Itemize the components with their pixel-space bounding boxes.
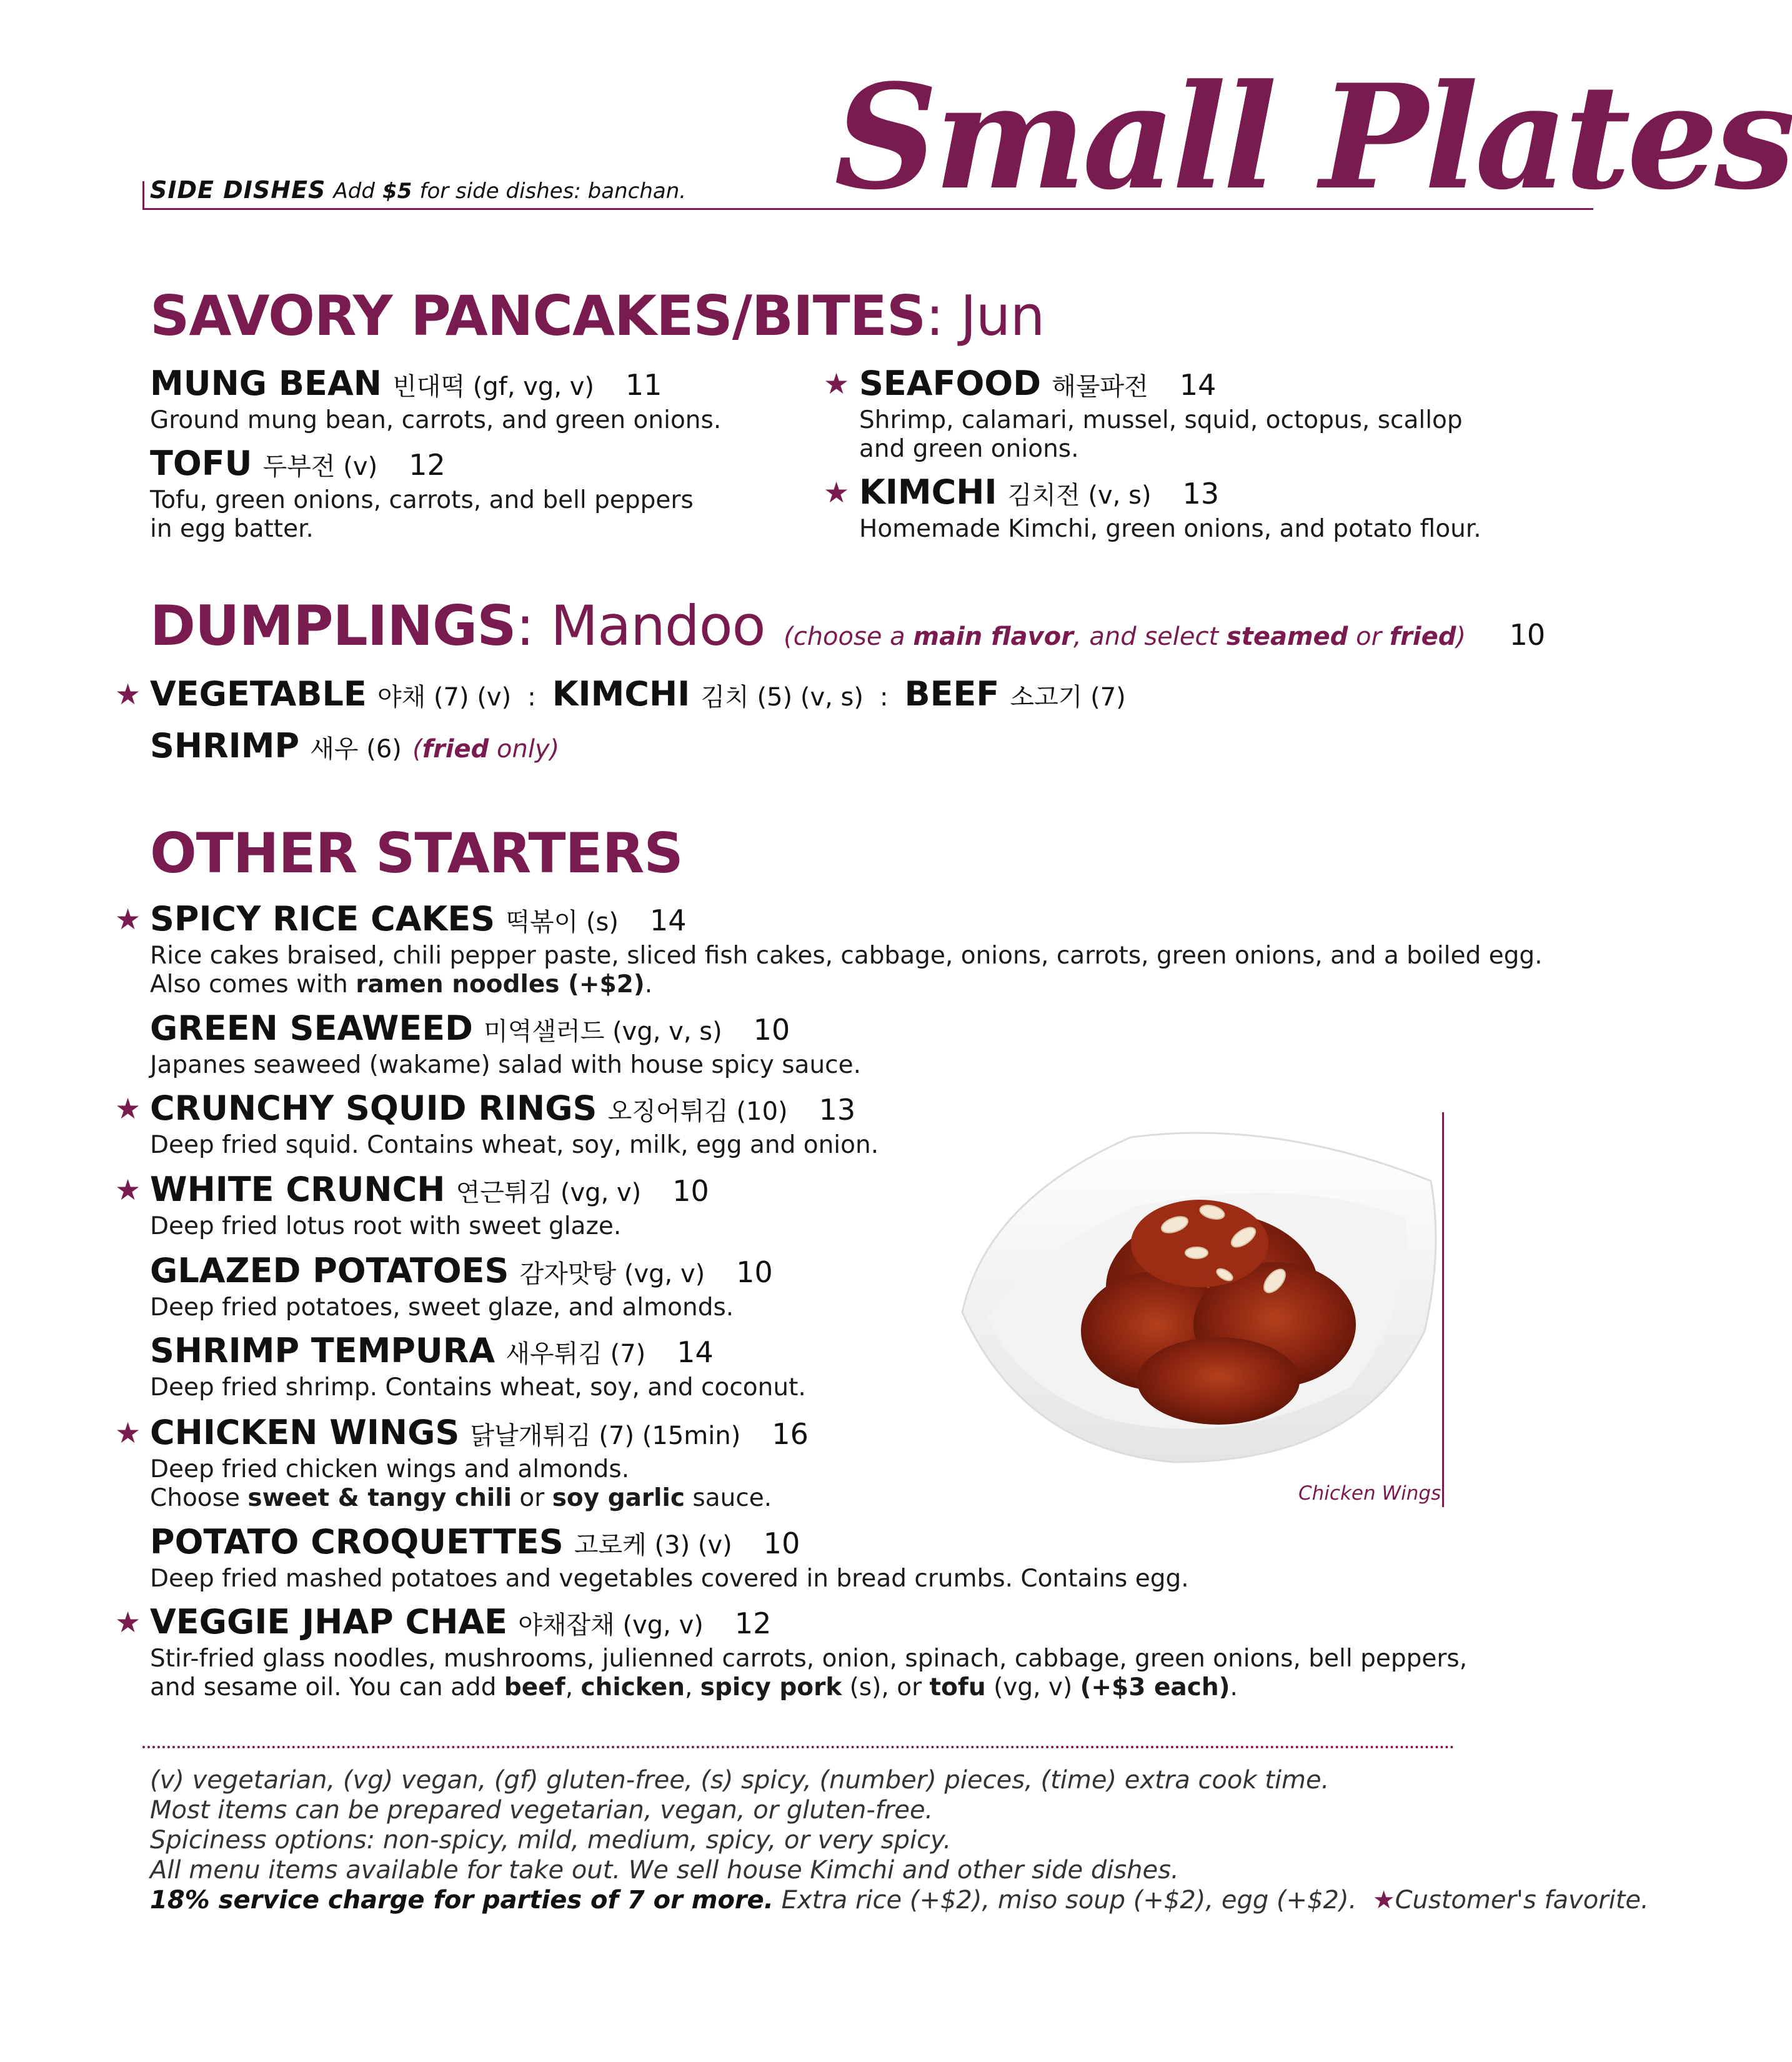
item-description: Deep fried lotus root with sweet glaze. xyxy=(150,1212,622,1240)
item-description: in egg batter. xyxy=(150,515,314,543)
menu-item-spicy-rice-cakes: SPICY RICE CAKES 떡볶이 (s) 14 Rice cakes braised, chili pepper paste, sliced fish cakes, cabbage, onions, carrots, green onions, and a boiled egg. Also comes with ramen noodles (+$2). xyxy=(150,899,1543,999)
item-price: 10 xyxy=(753,1013,790,1047)
legend-line: All menu items available for take out. We sell house Kimchi and other side dishes. xyxy=(150,1856,1179,1885)
menu-item-crunchy-squid-rings: CRUNCHY SQUID RINGS 오징어튀김 (10) 13 Deep fried squid. Contains wheat, soy, milk, egg and onion. xyxy=(150,1088,879,1159)
dumplings-choose-note: (choose a main flavor, and select steamed or fried) xyxy=(784,622,1466,651)
item-description: Japanes seaweed (wakame) salad with house spicy sauce. xyxy=(150,1051,861,1079)
item-description-addons: and sesame oil. You can add beef, chicken, spicy pork (s), or tofu (vg, v) (+$3 each). xyxy=(150,1673,1238,1701)
menu-item-green-seaweed: GREEN SEAWEED 미역샐러드 (vg, v, s) 10 Japanes seaweed (wakame) salad with house spicy sauce. xyxy=(150,1009,861,1079)
item-price: 14 xyxy=(677,1335,714,1369)
photo-rule xyxy=(1442,1112,1444,1507)
item-sauce-choice: Choose sweet & tangy chili or soy garlic sauce. xyxy=(150,1484,772,1512)
legend-line: Most items can be prepared vegetarian, vegan, or gluten-free. xyxy=(150,1796,933,1825)
favorite-star-icon: ★ xyxy=(115,1605,141,1639)
item-name: SEAFOOD xyxy=(859,364,1042,403)
dumpling-flavor-kimchi: KIMCHI xyxy=(552,674,690,714)
pancakes-title xyxy=(150,284,1045,348)
item-korean: 김치전 (v, s) xyxy=(1007,481,1152,510)
favorite-star-icon: ★ xyxy=(115,677,141,711)
header-tick xyxy=(142,181,144,209)
menu-item-kimchi-pancake xyxy=(859,473,1481,544)
favorite-star-icon: ★ xyxy=(115,1092,141,1125)
item-description: Deep fried shrimp. Contains wheat, soy, and coconut. xyxy=(150,1373,806,1402)
item-description: Homemade Kimchi, green onions, and potato flour. xyxy=(859,515,1481,543)
dumpling-flavor-vegetable: VEGETABLE xyxy=(150,674,367,714)
item-price: 12 xyxy=(734,1606,772,1640)
favorite-star-icon: ★ xyxy=(824,367,850,401)
menu-item-potato-croquettes: POTATO CROQUETTES 고로케 (3) (v) 10 Deep fried mashed potatoes and vegetables covered in bread crumbs. Contains egg. xyxy=(150,1522,1189,1593)
item-price: 14 xyxy=(650,904,687,937)
legend-line-service xyxy=(150,1885,1649,1915)
pancakes-title-text: SAVORY PANCAKES/BITES xyxy=(150,284,926,348)
menu-item-shrimp-tempura: SHRIMP TEMPURA 새우튀김 (7) 14 Deep fried shrimp. Contains wheat, soy, and coconut. xyxy=(150,1331,806,1402)
item-description: Deep fried squid. Contains wheat, soy, milk, egg and onion. xyxy=(150,1131,879,1159)
menu-item-chicken-wings: CHICKEN WINGS 닭날개튀김 (7) (15min) 16 Deep fried chicken wings and almonds. Choose sweet & tangy chili or soy garlic sauce. xyxy=(150,1413,809,1512)
favorite-star-icon: ★ xyxy=(824,476,850,509)
item-price: 11 xyxy=(625,368,662,402)
favorite-star-icon: ★ xyxy=(115,902,141,936)
item-description: Deep fried mashed potatoes and vegetables covered in bread crumbs. Contains egg. xyxy=(150,1565,1189,1593)
dumpling-flavor-shrimp-row: SHRIMP 새우 (6) (fried only) xyxy=(150,726,560,765)
item-description: Tofu, green onions, carrots, and bell peppers xyxy=(150,486,694,514)
item-price: 14 xyxy=(1179,368,1217,402)
item-name: MUNG BEAN xyxy=(150,364,382,403)
favorite-star-icon: ★ xyxy=(115,1173,141,1207)
dumpling-flavors-row: VEGETABLE 야채 (7) (v) : KIMCHI 김치 (5) (v, s) : BEEF 소고기 (7) xyxy=(150,674,1126,714)
favorite-star-icon: ★ xyxy=(1372,1886,1395,1915)
dumplings-title-text: DUMPLINGS xyxy=(150,594,516,658)
pancakes-subtitle: : Jun xyxy=(925,284,1045,348)
menu-item-white-crunch: WHITE CRUNCH 연근튀김 (vg, v) 10 Deep fried lotus root with sweet glaze. xyxy=(150,1170,709,1240)
item-description: Shrimp, calamari, mussel, squid, octopus, scallop xyxy=(859,406,1463,434)
side-dishes-price: $5 xyxy=(382,179,412,204)
dumplings-title xyxy=(150,594,1545,658)
item-description: and green onions. xyxy=(859,435,1079,463)
item-korean: 해물파전 xyxy=(1052,372,1148,401)
side-dishes-note xyxy=(150,176,686,204)
item-description: Deep fried potatoes, sweet glaze, and almonds. xyxy=(150,1293,734,1322)
menu-item-mung-bean xyxy=(150,364,721,435)
item-korean: 빈대떡 (gf, vg, v) xyxy=(392,372,595,401)
item-description-extra: Also comes with ramen noodles (+$2). xyxy=(150,970,653,999)
item-description: Stir-fried glass noodles, mushrooms, julienned carrots, onion, spinach, cabbage, green onions, bell peppers, xyxy=(150,1645,1468,1673)
favorite-star-icon: ★ xyxy=(115,1416,141,1450)
menu-item-seafood xyxy=(859,364,1463,464)
item-name: KIMCHI xyxy=(859,472,997,512)
photo-caption: Chicken Wings xyxy=(1298,1482,1441,1505)
dumplings-price: 10 xyxy=(1509,618,1545,652)
legend xyxy=(150,1765,1649,1915)
menu-item-veggie-jhap-chae: VEGGIE JHAP CHAE 야채잡채 (vg, v) 12 Stir-fried glass noodles, mushrooms, julienned carrots, onion, spinach, cabbage, green onions, bell peppers, and sesame oil. You can add beef, chicken, spicy pork (s), or tofu (vg, v) (+$3 each). xyxy=(150,1602,1468,1701)
fried-only-note: (fried only) xyxy=(412,735,560,764)
separator: : xyxy=(527,683,536,712)
item-price: 16 xyxy=(772,1417,809,1451)
service-charge-note: 18% service charge for parties of 7 or more. xyxy=(150,1886,774,1915)
favorite-note: Customer's favorite. xyxy=(1395,1886,1649,1915)
menu-item-tofu xyxy=(150,444,694,544)
dumpling-flavor-shrimp: SHRIMP xyxy=(150,726,300,765)
item-price: 10 xyxy=(672,1174,709,1208)
separator: : xyxy=(880,683,889,712)
item-price: 10 xyxy=(736,1255,773,1289)
item-price: 10 xyxy=(763,1527,800,1560)
legend-line: (v) vegetarian, (vg) vegan, (gf) gluten-free, (s) spicy, (number) pieces, (time) extra cook time. xyxy=(150,1766,1330,1795)
dumplings-subtitle: : Mandoo xyxy=(515,594,765,658)
item-description: Deep fried chicken wings and almonds. xyxy=(150,1455,630,1483)
side-dishes-label: SIDE DISHES xyxy=(150,176,326,204)
item-name: TOFU xyxy=(150,444,252,483)
side-dishes-add: Add xyxy=(333,179,375,204)
side-dishes-text: for side dishes: banchan. xyxy=(419,179,687,204)
page-title: Small Plates xyxy=(834,53,1792,222)
item-description: Ground mung bean, carrots, and green onions. xyxy=(150,406,722,434)
legend-line: Spiciness options: non-spicy, mild, medium, spicy, or very spicy. xyxy=(150,1826,952,1855)
extras-note: Extra rice (+$2), miso soup (+$2), egg (+$2). xyxy=(773,1886,1357,1915)
legend-divider xyxy=(142,1746,1455,1748)
item-price: 12 xyxy=(409,448,446,482)
chicken-wings-photo xyxy=(950,1125,1437,1475)
menu-item-glazed-potatoes: GLAZED POTATOES 감자맛탕 (vg, v) 10 Deep fried potatoes, sweet glaze, and almonds. xyxy=(150,1251,773,1322)
starters-title: OTHER STARTERS xyxy=(150,821,683,885)
item-korean: 두부전 (v) xyxy=(262,452,378,481)
dumpling-flavor-beef: BEEF xyxy=(904,674,1000,714)
item-description: Rice cakes braised, chili pepper paste, sliced fish cakes, cabbage, onions, carrots, green onions, and a boiled egg. xyxy=(150,942,1543,970)
item-price: 13 xyxy=(819,1093,856,1127)
item-price: 13 xyxy=(1182,477,1220,511)
